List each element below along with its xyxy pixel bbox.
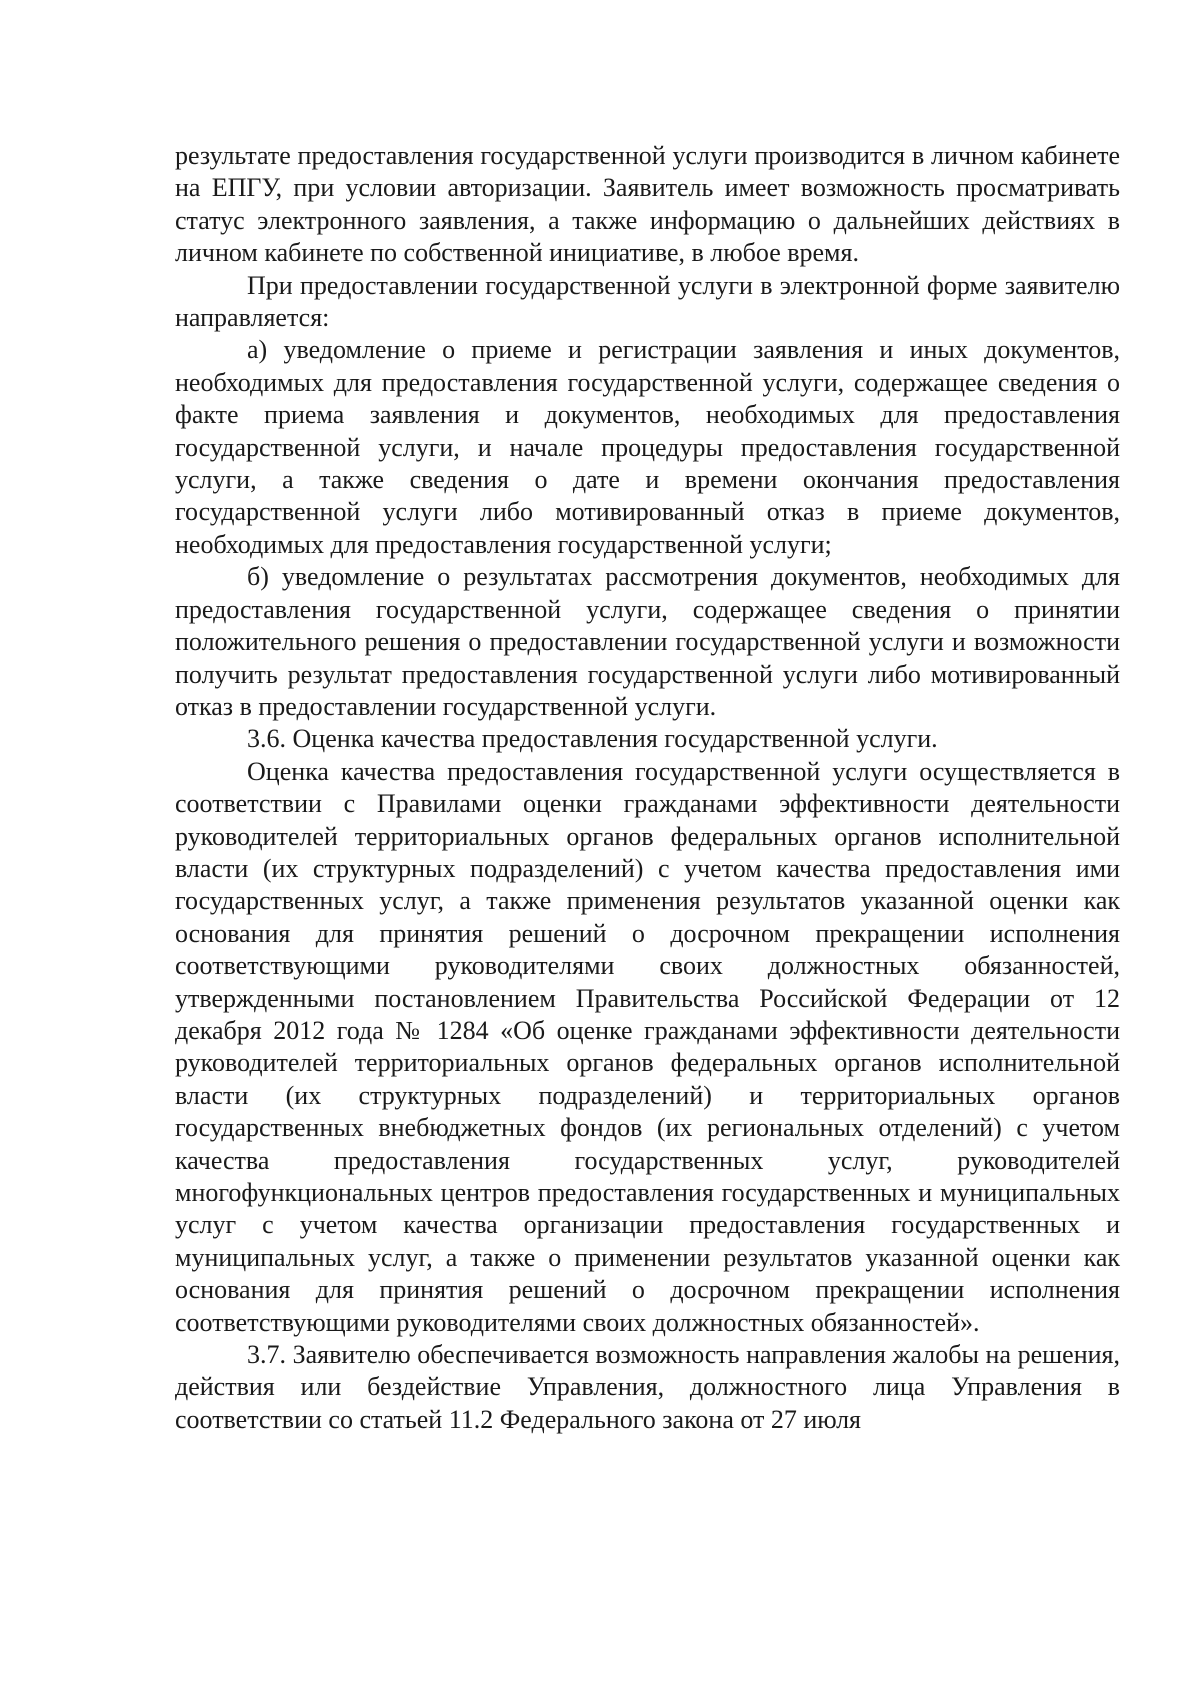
paragraph-result-in-cabinet: результате предоставления государственной услуги производится в личном кабинете на ЕПГУ, при условии авторизации. Заявитель имеет возможность просматривать статус электронного заявления, а также информацию о дальнейших действиях в личном кабинете по собственной инициативе, в любое время.: [175, 141, 1120, 268]
section-heading-3-6: 3.6. Оценка качества предоставления государственной услуги.: [247, 724, 938, 754]
paragraph-notice-b: б) уведомление о результатах рассмотрения документов, необходимых для предоставления государственной услуги, содержащее сведения о принятии положительного решения о предоставлении государственной услуги и возможности получить результат предоставления государственной услуги либо мотивированный отказ в предоставлении государственной услуги.: [175, 562, 1120, 721]
paragraph-3-7-complaint: 3.7. Заявителю обеспечивается возможность направления жалобы на решения, действия или бездействие Управления, должностного лица Управления в соответствии со статьей 11.2 Федерального закона от 27 июля: [175, 1340, 1120, 1434]
paragraph-electronic-form: При предоставлении государственной услуги в электронной форме заявителю направляется:: [175, 270, 1120, 333]
document-body: [175, 140, 1120, 1436]
paragraph-notice-a: а) уведомление о приеме и регистрации заявления и иных документов, необходимых для предоставления государственной услуги, содержащее сведения о факте приема заявления и документов, необходимых для предоставления государственной услуги, и начале процедуры предоставления государственной услуги, а также сведения о дате и времени окончания предоставления государственной услуги либо мотивированный отказ в приеме документов, необходимых для предоставления государственной услуги;: [175, 335, 1120, 559]
paragraph-quality-assessment: Оценка качества предоставления государственной услуги осуществляется в соответствии с Правилами оценки гражданами эффективности деятельности руководителей территориальных органов федеральных органов исполнительной власти (их структурных подразделений) с учетом качества предоставления ими государственных услуг, а также применения результатов указанной оценки как основания для принятия решений о досрочном прекращении исполнения соответствующими руководителями своих должностных обязанностей, утвержденными постановлением Правительства Российской Федерации от 12 декабря 2012 года № 1284 «Об оценке гражданами эффективности деятельности руководителей территориальных органов федеральных органов исполнительной власти (их структурных подразделений) и территориальных органов государственных внебюджетных фондов (их региональных отделений) с учетом качества предоставления государственных услуг, руководителей многофункциональных центров предоставления государственных и муниципальных услуг с учетом качества организации предоставления государственных и муниципальных услуг, а также о применении результатов указанной оценки как основания для принятия решений о досрочном прекращении исполнения соответствующими руководителями своих должностных обязанностей».: [175, 756, 1120, 1337]
